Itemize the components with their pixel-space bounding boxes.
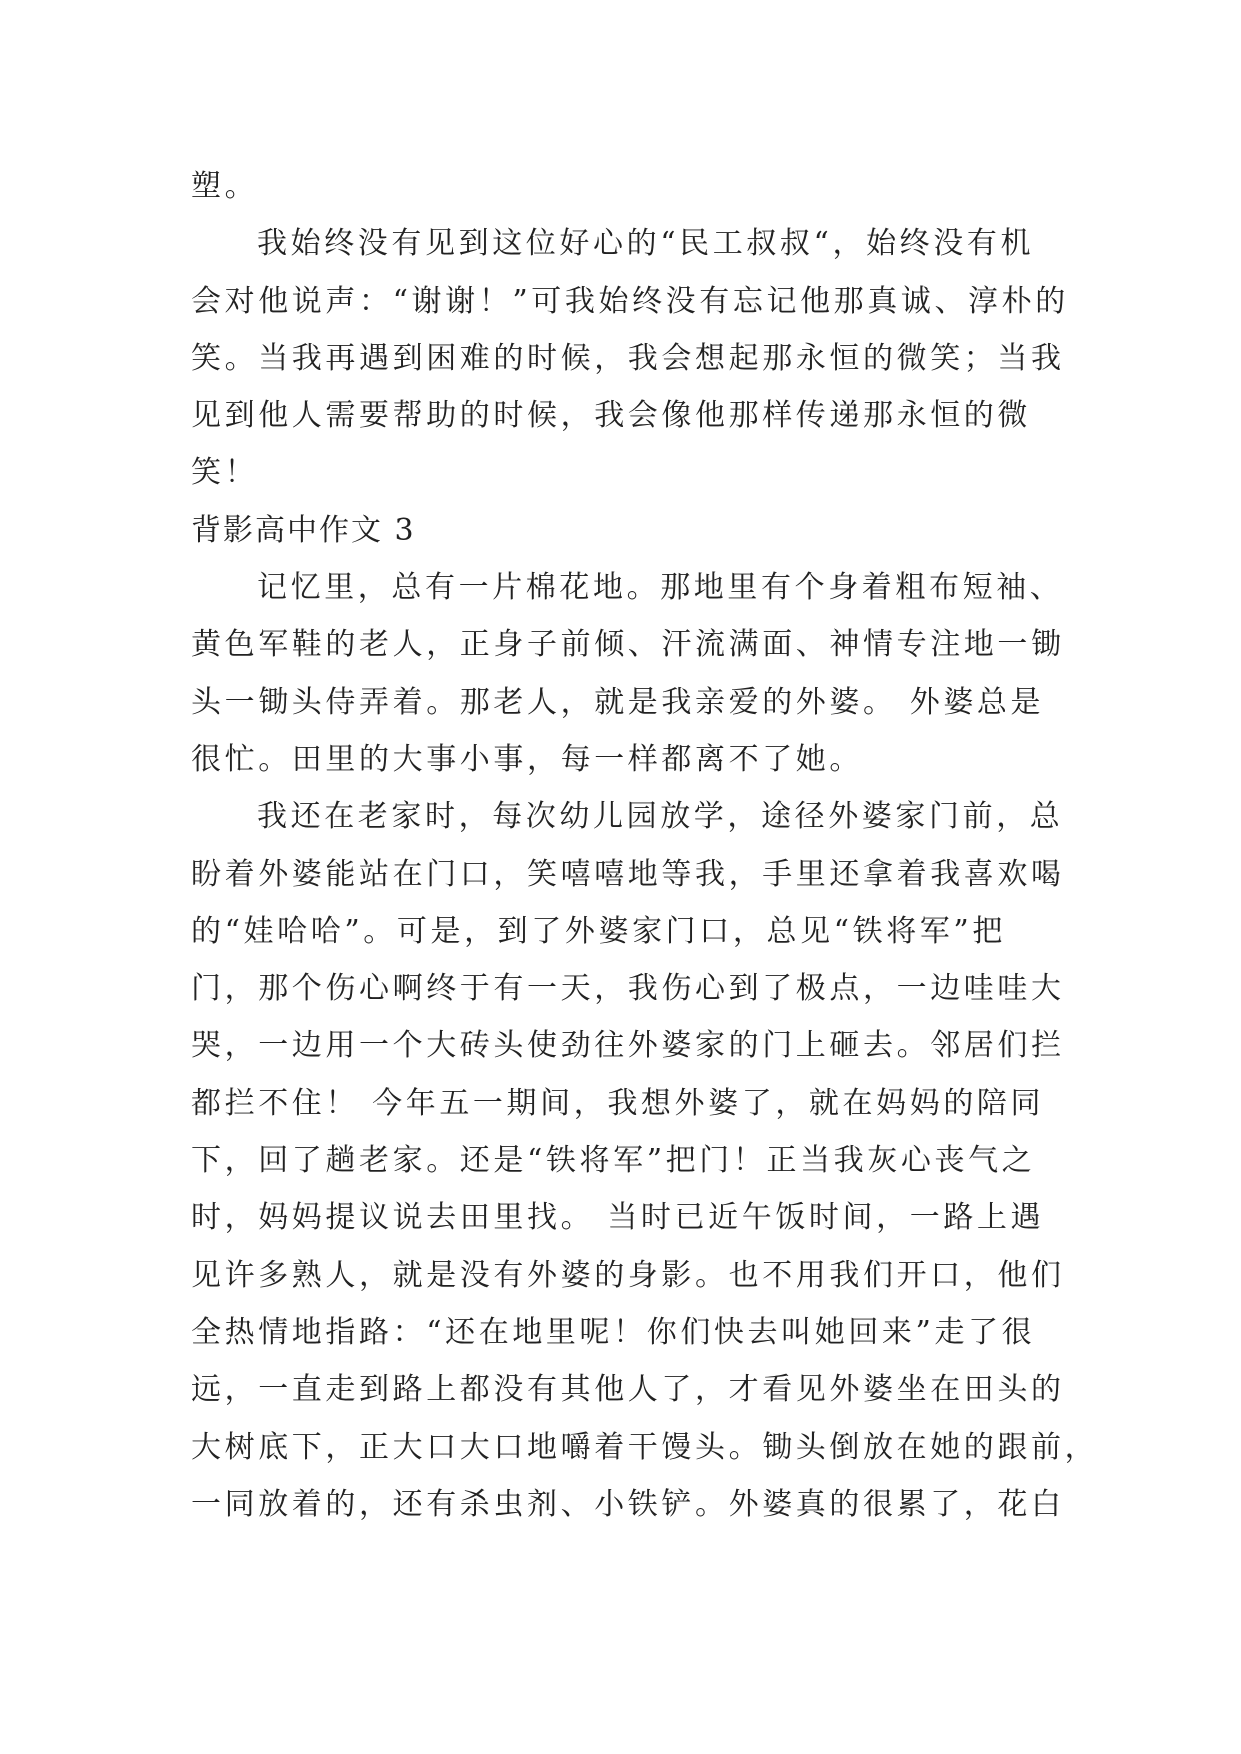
text-line: 远，一直走到路上都没有其他人了，才看见外婆坐在田头的: [191, 1372, 1065, 1408]
section-heading: 背影高中作文 3: [191, 512, 416, 548]
text-line: 头一锄头侍弄着。那老人，就是我亲爱的外婆。 外婆总是: [191, 684, 1045, 720]
text-line: 时，妈妈提议说去田里找。 当时已近午饭时间，一路上遇: [191, 1200, 1045, 1236]
text-line: 的“娃哈哈”。可是，到了外婆家门口，总见“铁将军”把: [191, 913, 1006, 949]
text-line: 笑！: [191, 455, 259, 491]
body-text: [191, 158, 1099, 1533]
paragraph-first-line: 我始终没有见到这位好心的“民工叔叔“，始终没有机: [257, 226, 1035, 262]
paragraph-first-line: 记忆里，总有一片棉花地。那地里有个身着粗布短袖、: [257, 570, 1064, 606]
text-line: 大树底下，正大口大口地嚼着干馒头。锄头倒放在她的跟前，: [191, 1429, 1099, 1465]
text-line: 黄色军鞋的老人，正身子前倾、汗流满面、神情专注地一锄: [191, 627, 1065, 663]
text-line: 笑。当我再遇到困难的时候，我会想起那永恒的微笑；当我: [191, 340, 1065, 376]
text-line: 一同放着的，还有杀虫剂、小铁铲。外婆真的很累了，花白: [191, 1486, 1065, 1522]
text-line: 会对他说声：“谢谢！”可我始终没有忘记他那真诚、淳朴的: [191, 283, 1069, 319]
text-line: 下，回了趟老家。还是“铁将军”把门！正当我灰心丧气之: [191, 1143, 1036, 1179]
text-line: 塑。: [191, 169, 259, 204]
paragraph-first-line: 我还在老家时，每次幼儿园放学，途径外婆家门前，总: [257, 799, 1064, 835]
text-line: 很忙。田里的大事小事，每一样都离不了她。: [191, 741, 863, 777]
text-line: 门，那个伤心啊终于有一天，我伤心到了极点，一边哇哇大: [191, 971, 1065, 1007]
text-line: 都拦不住！ 今年五一期间，我想外婆了，就在妈妈的陪同: [191, 1085, 1045, 1121]
text-line: 盼着外婆能站在门口，笑嘻嘻地等我，手里还拿着我喜欢喝: [191, 856, 1065, 892]
text-line: 哭，一边用一个大砖头使劲往外婆家的门上砸去。邻居们拦: [191, 1028, 1065, 1064]
text-line: 见到他人需要帮助的时候，我会像他那样传递那永恒的微: [191, 398, 1031, 434]
text-line: 见许多熟人，就是没有外婆的身影。也不用我们开口，他们: [191, 1257, 1065, 1293]
text-line: 全热情地指路：“还在地里呢！你们快去叫她回来”走了很: [191, 1314, 1036, 1350]
